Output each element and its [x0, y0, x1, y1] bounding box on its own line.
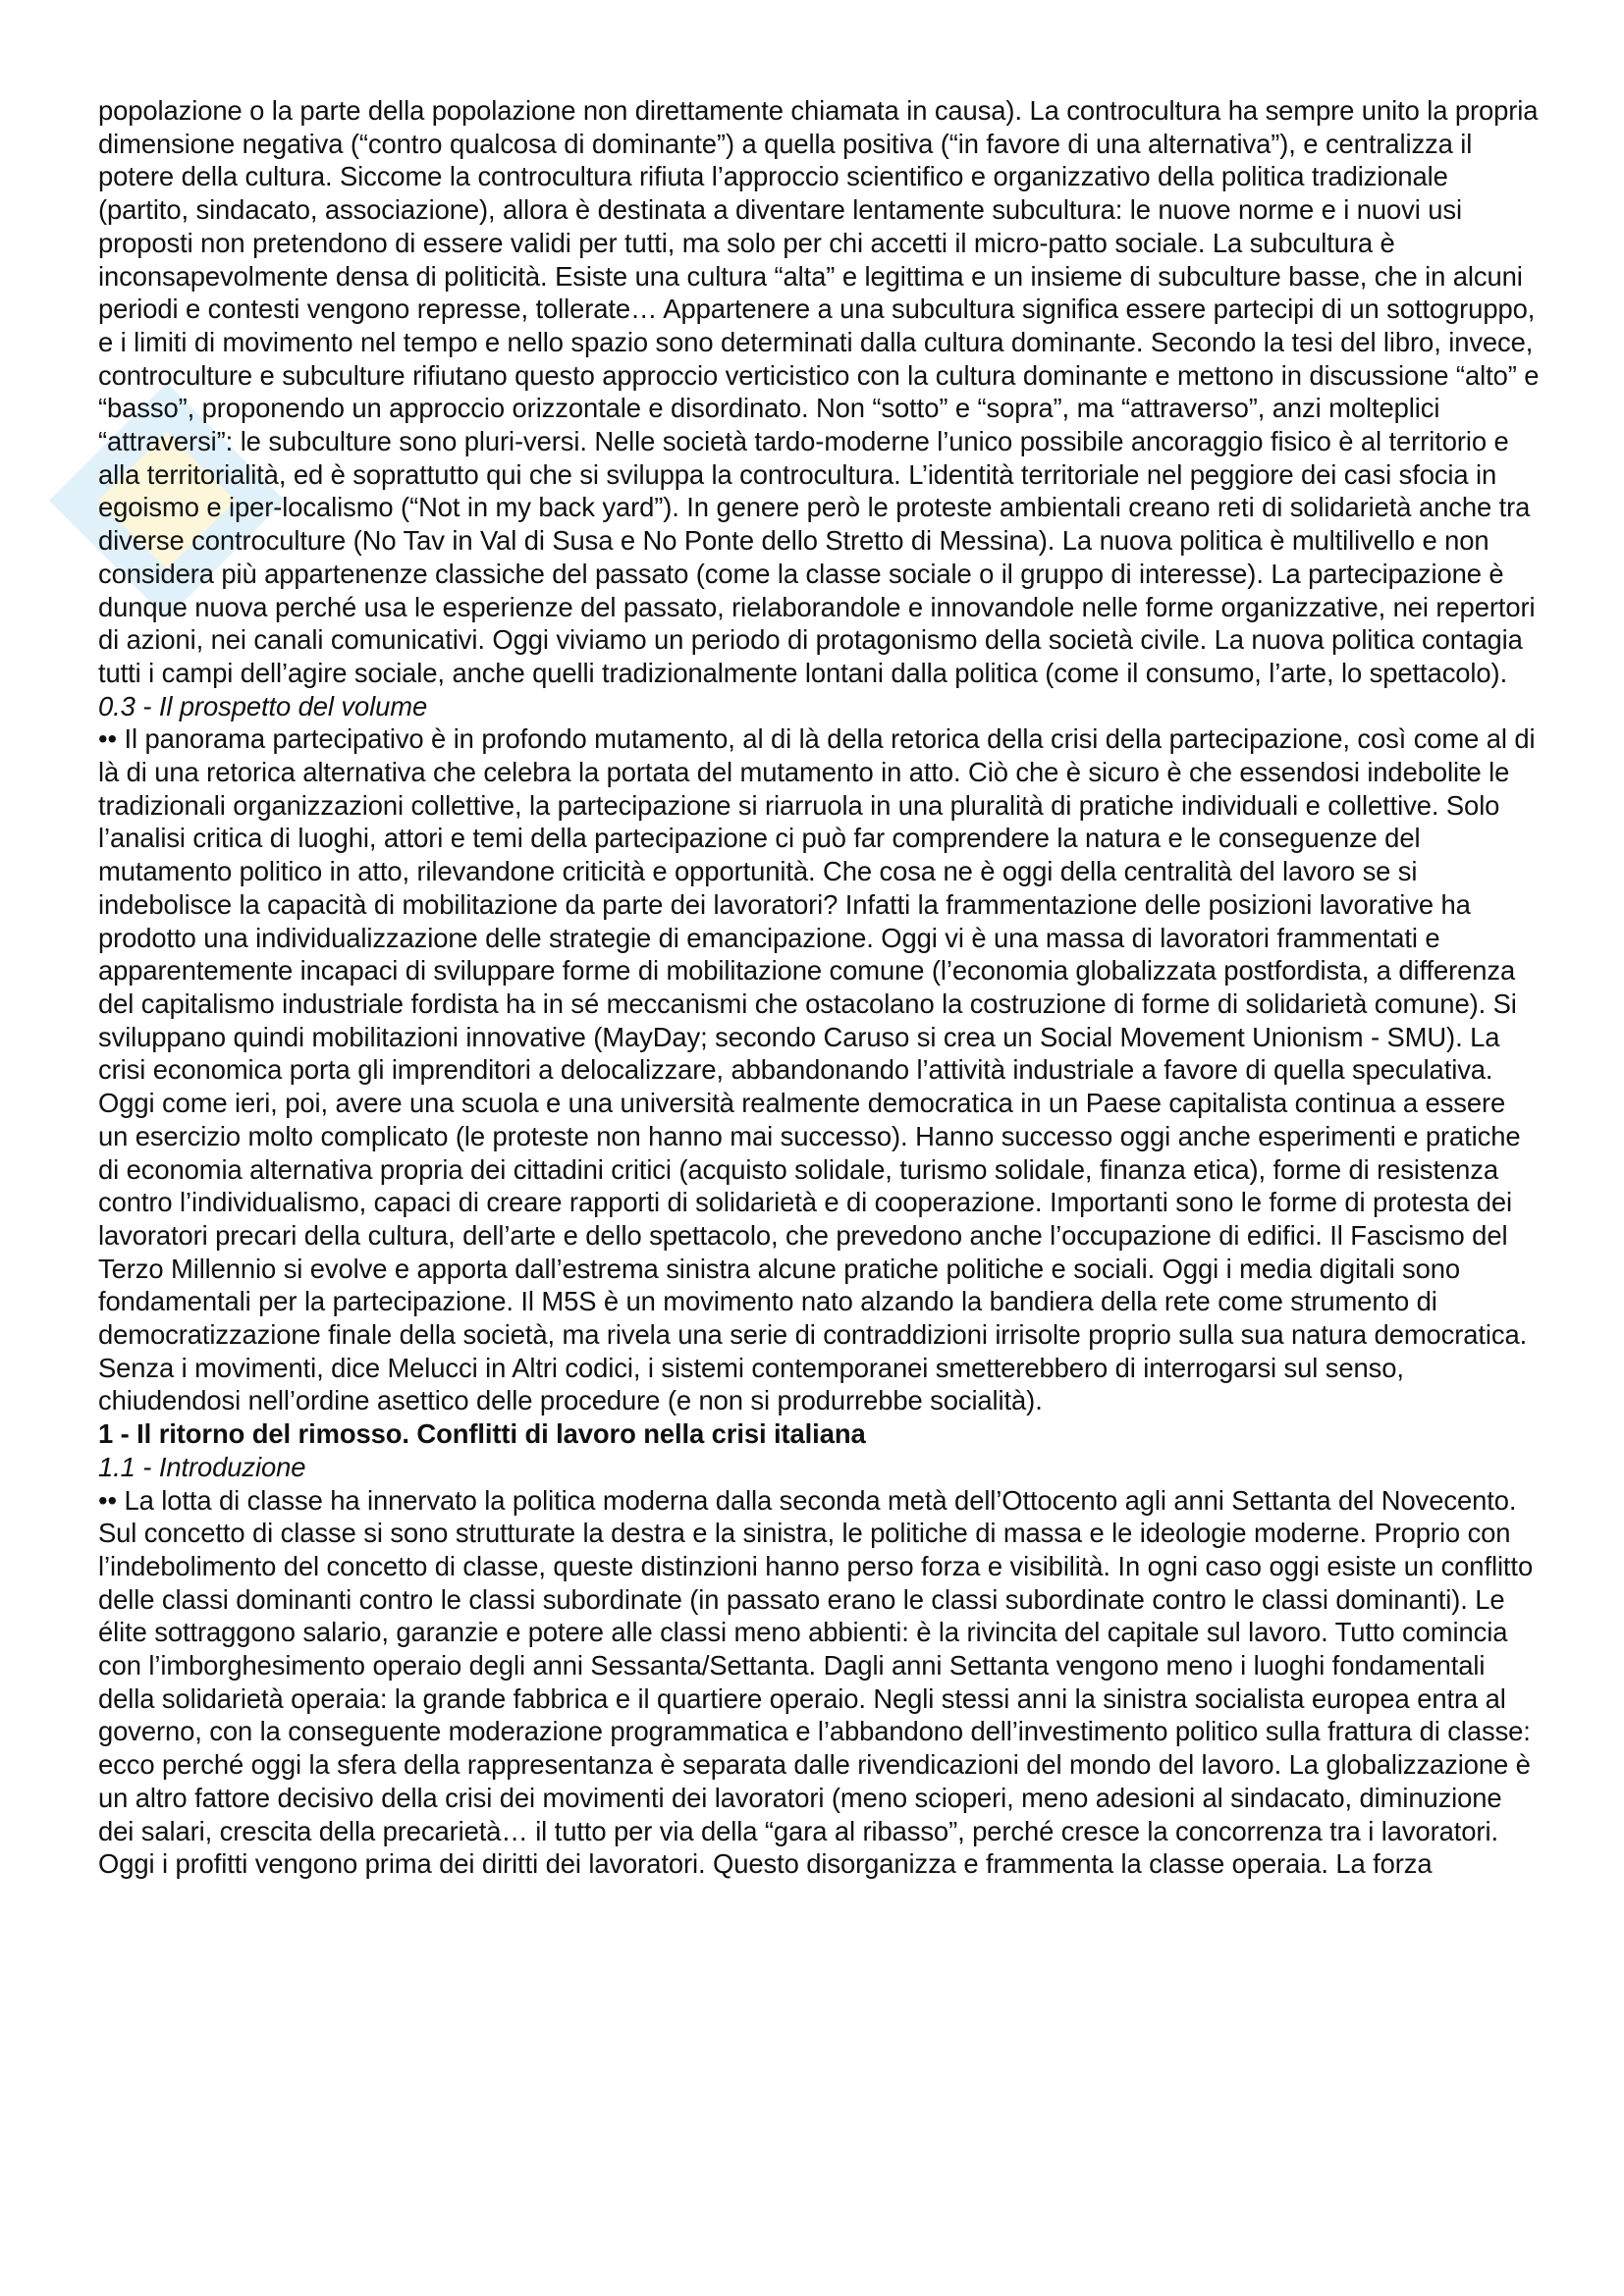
section-0-3-title: 0.3 - Il prospetto del volume	[98, 690, 428, 721]
section-0-3-body: •• Il panorama partecipativo è in profondo mutamento, al di là della retorica della crisi della partecipazione, così come al di là di una retorica alternativa che celebra la portata del mutamento in atto. Ciò che è sicuro è che essendosi indebolite le tradizionali organizzazioni collettive, la partecipazione si riarruola in una pluralità di pratiche individuali e collettive. Solo l’analisi critica di luoghi, attori e temi della partecipazione ci può far comprendere la natura e le conseguenze del mutamento politico in atto, rilevandone criticità e opportunità. Che cosa ne è oggi della centralità del lavoro se si indebolisce la capacità di mobilitazione da parte dei lavoratori? Infatti la frammentazione delle posizioni lavorative ha prodotto una individualizzazione delle strategie di emancipazione. Oggi vi è una massa di lavoratori frammentati e apparentemente incapaci di sviluppare forme di mobilitazione comune (l’economia globalizzata postfordista, a differenza del capitalismo industriale fordista ha in sé meccanismi che ostacolano la costruzione di forme di solidarietà comune). Si sviluppano quindi mobilitazioni innovative (MayDay; secondo Caruso si crea un Social Movement Unionism - SMU). La crisi economica porta gli imprenditori a delocalizzare, abbandonando l’attività industriale a favore di quella speculativa. Oggi come ieri, poi, avere una scuola e una università realmente democratica in un Paese capitalista continua a essere un esercizio molto complicato (le proteste non hanno mai successo). Hanno successo oggi anche esperimenti e pratiche di economia alternativa propria dei cittadini critici (acquisto solidale, turismo solidale, finanza etica), forme di resistenza contro l’individualismo, capaci di creare rapporti di solidarietà e di cooperazione. Importanti sono le forme di protesta dei lavoratori precari della cultura, dell’arte e dello spettacolo, che prevedono anche l’occupazione di edifici. Il Fascismo del Terzo Millennio si evolve e apporta dall’estrema sinistra alcune pratiche politiche e sociali. Oggi i media digitali sono fondamentali per la partecipazione. Il M5S è un movimento nato alzando la bandiera della rete come strumento di democratizzazione finale della società, ma rivela una serie di contraddizioni irrisolte proprio sulla sua natura democratica. Senza i movimenti, dice Melucci in Altri codici, i sistemi contemporanei smetterebbero di interrogarsi sul senso, chiudendosi nell’ordine asettico delle procedure (e non si produrrebbe socialità).	[98, 723, 1536, 1416]
section-1-1-title: 1.1 - Introduzione	[98, 1451, 306, 1482]
document-page	[98, 94, 1542, 1881]
section-1-1-body: •• La lotta di classe ha innervato la politica moderna dalla seconda metà dell’Ottocento agli anni Settanta del Novecento. Sul concetto di classe si sono strutturate la destra e la sinistra, le politiche di massa e le ideologie moderne. Proprio con l’indebolimento del concetto di classe, queste distinzioni hanno perso forza e visibilità. In ogni caso oggi esiste un conflitto delle classi dominanti contro le classi subordinate (in passato erano le classi subordinate contro le classi dominanti). Le élite sottraggono salario, garanzie e potere alle classi meno abbienti: è la rivincita del capitale sul lavoro. Tutto comincia con l’imborghesimento operaio degli anni Sessanta/Settanta. Dagli anni Settanta vengono meno i luoghi fondamentali della solidarietà operaia: la grande fabbrica e il quartiere operaio. Negli stessi anni la sinistra socialista europea entra al governo, con la conseguente moderazione programmatica e l’abbandono dell’investimento politico sulla frattura di classe: ecco perché oggi la sfera della rappresentanza è separata dalle rivendicazioni del mondo del lavoro. La globalizzazione è un altro fattore decisivo della crisi dei movimenti dei lavoratori (meno scioperi, meno adesioni al sindacato, diminuzione dei salari, crescita della precarietà… il tutto per via della “gara al ribasso”, perché cresce la concorrenza tra i lavoratori. Oggi i profitti vengono prima dei diritti dei lavoratori. Questo disorganizza e frammenta la classe operaia. La forza	[98, 1484, 1534, 1880]
intro-continuation-paragraph: popolazione o la parte della popolazione non direttamente chiamata in causa). La controcultura ha sempre unito la propria dimensione negativa (“contro qualcosa di dominante”) a quella positiva (“in favore di una alternativa”), e centralizza il potere della cultura. Siccome la controcultura rifiuta l’approccio scientifico e organizzativo della politica tradizionale (partito, sindacato, associazione), allora è destinata a diventare lentamente subcultura: le nuove norme e i nuovi usi proposti non pretendono di essere validi per tutti, ma solo per chi accetti il micro-patto sociale. La subcultura è inconsapevolmente densa di politicità. Esiste una cultura “alta” e legittima e un insieme di subculture basse, che in alcuni periodi e contesti vengono represse, tollerate… Appartenere a una subcultura significa essere partecipi di un sottogruppo, e i limiti di movimento nel tempo e nello spazio sono determinati dalla cultura dominante. Secondo la tesi del libro, invece, controculture e subculture rifiutano questo approccio verticistico con la cultura dominante e mettono in discussione “alto” e “basso”, proponendo un approccio orizzontale e disordinato. Non “sotto” e “sopra”, ma “attraverso”, anzi molteplici “attraversi”: le subculture sono pluri-versi. Nelle società tardo-moderne l’unico possibile ancoraggio fisico è al territorio e alla territorialità, ed è soprattutto qui che si sviluppa la controcultura. L’identità territoriale nel peggiore dei casi sfocia in egoismo e iper-localismo (“Not in my back yard”). In genere però le proteste ambientali creano reti di solidarietà anche tra diverse controculture (No Tav in Val di Susa e No Ponte dello Stretto di Messina). La nuova politica è multilivello e non considera più appartenenze classiche del passato (come la classe sociale o il gruppo di interesse). La partecipazione è dunque nuova perché usa le esperienze del passato, rielaborandole e innovandole nelle forme organizzative, nei repertori di azioni, nei canali comunicativi. Oggi viviamo un periodo di protagonismo della società civile. La nuova politica contagia tutti i campi dell’agire sociale, anche quelli tradizionalmente lontani dalla politica (come il consumo, l’arte, lo spettacolo).	[98, 95, 1540, 688]
chapter-1-title: 1 - Il ritorno del rimosso. Conflitti di lavoro nella crisi italiana	[98, 1418, 866, 1450]
